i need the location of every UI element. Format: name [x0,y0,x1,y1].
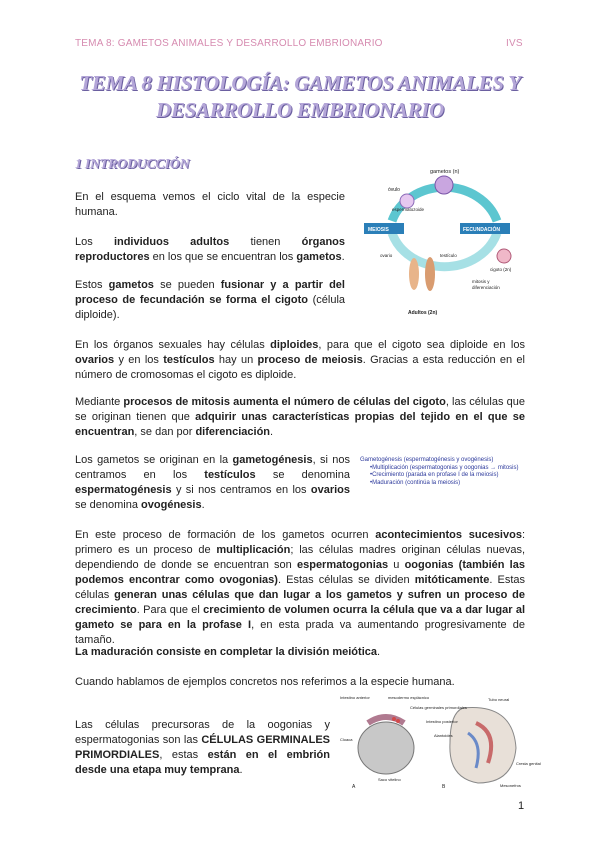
paragraph-ciclo-vital: En el esquema vemos el ciclo vital de la especie humana. [75,191,345,218]
life-cycle-diagram [362,163,527,323]
embryo-anatomy-figure [338,693,541,791]
running-header-title: TEMA 8: GAMETOS ANIMALES Y DESARROLLO EMBRIONARIO [75,38,383,49]
label-diferenciacion: diferenciación [472,285,500,290]
paragraph-especie-humana: Cuando hablamos de ejemplos concretos nos referimos a la especie humana. [75,676,455,688]
gamete-cell [435,176,453,194]
male-figure [425,257,435,291]
label-ovario: ovario [380,253,393,258]
label-mesodermo: mesodermo esplácnico [388,695,430,700]
paragraph-mitosis: Mediante procesos de mitosis aumenta el número de células del cigoto, las células que se originan tienen que adquirir unas características propias del tejido en el que se encuentran, se dan por diferenciación. [75,396,525,438]
paragraph-diploides: En los órganos sexuales hay células diploides, para que el cigoto sea diploide en los ovarios y en los testículos hay un proceso de meiosis. Gracias a esta reducción en el número de cromosomas el cigoto es diploide. [75,339,525,381]
germ-cell-dot [396,719,400,723]
label-celulas-germinales: Células germinales primordiales [410,705,467,710]
label-cigoto: cigoto (2n) [490,267,512,272]
title-line-2: DESARROLLO EMBRIONARIO [155,98,445,122]
germ-cell-dot [392,717,396,721]
running-header-initials: IVS [506,38,523,49]
paragraph-fecundacion: Estos gametos se pueden fusionar y a partir del proceso de fecundación se forma el cigoto (célula diploide). [75,279,346,321]
cycle-arc-bottom [392,233,497,267]
paragraph-gametogenesis: Los gametos se originan en la gametogénesis, si nos centramos en los testículos se denomina espermatogénesis y si nos centramos en los ovarios se denomina ovogénesis. [75,454,350,511]
label-tubo-neural: Tubo neural [488,697,510,702]
female-figure [409,258,419,290]
label-mitosis: mitosis y [472,279,490,284]
note-line-2: •Multiplicación (espermatogonias y oogonias → mitosis) [370,464,519,471]
label-meiosis: MEIOSIS [368,227,389,233]
label-cresta-genital: Cresta genital [516,761,541,766]
label-gametos: gametos (n) [430,169,460,175]
paragraph-individuos-adultos: Los individuos adultos tienen órganos reproductores en los que se encuentran los gametos. [75,236,346,263]
yolk-sac-shape [358,722,414,774]
label-fecundacion: FECUNDACIÓN [463,227,500,233]
label-saco-vitelino: Saco vitelino [378,777,401,782]
paragraph-acontecimientos: En este proceso de formación de los gametos ocurren acontecimientos sucesivos: primero es un proceso de multiplicación; las células madres originan células nuevas, dependiendo de donde se encuentran son espermatogonias u oogonias (también las podemos encontrar como ovogonias). Estas células se dividen mitóticamente. Estas células generan unas células que dan lugar a los gametos y sufren un proceso de crecimiento. Para que el crecimiento de volumen ocurra la célula que va a dar lugar al gameto se para en la profase I, en esta prada va aumentando progresivamente de tamaño. [75,529,526,646]
label-cloaca: Cloaca [340,737,353,742]
handwritten-note-gametogenesis [360,457,540,487]
label-espermatozoide: espermatozoide [392,207,425,212]
label-intestino-posterior: Intestino posterior [426,719,458,724]
note-line-4: •Maduración (continúa la meiosis) [370,479,461,486]
paragraph-celulas-germinales: Las células precursoras de la oogonias y espermatogonias son las CÉLULAS GERMINALES PRIMORDIALES, estas están en el embrión desde una etapa muy temprana. [75,719,330,776]
label-adultos: Adultos (2n) [408,310,438,316]
label-ovulo: óvulo [388,187,400,193]
paragraph-maduracion: La maduración consiste en completar la división meiótica. [75,646,381,658]
ovule-cell [400,194,414,208]
embryo-body-shape [450,708,516,784]
label-alantoides: Alantoides [434,733,453,738]
label-mesonefros: Mesonefros [500,783,521,788]
section-heading-introduccion: 1 INTRODUCCIÓN [75,157,190,172]
zygote-cell [497,249,511,263]
label-figure-a: A [352,784,356,790]
title-line-1: TEMA 8 HISTOLOGÍA: GAMETOS ANIMALES Y [79,71,521,95]
page-number: 1 [518,800,525,812]
note-line-3: •Crecimiento (parada en profase I de la meiosis) [370,472,499,478]
label-figure-b: B [442,784,446,790]
document-title [60,70,540,124]
label-intestino: Intestino anterior [340,695,370,700]
note-line-1: Gametogénesis (espermatogénesis y ovogénesis) [360,457,494,463]
label-testiculo: testículo [440,253,457,258]
